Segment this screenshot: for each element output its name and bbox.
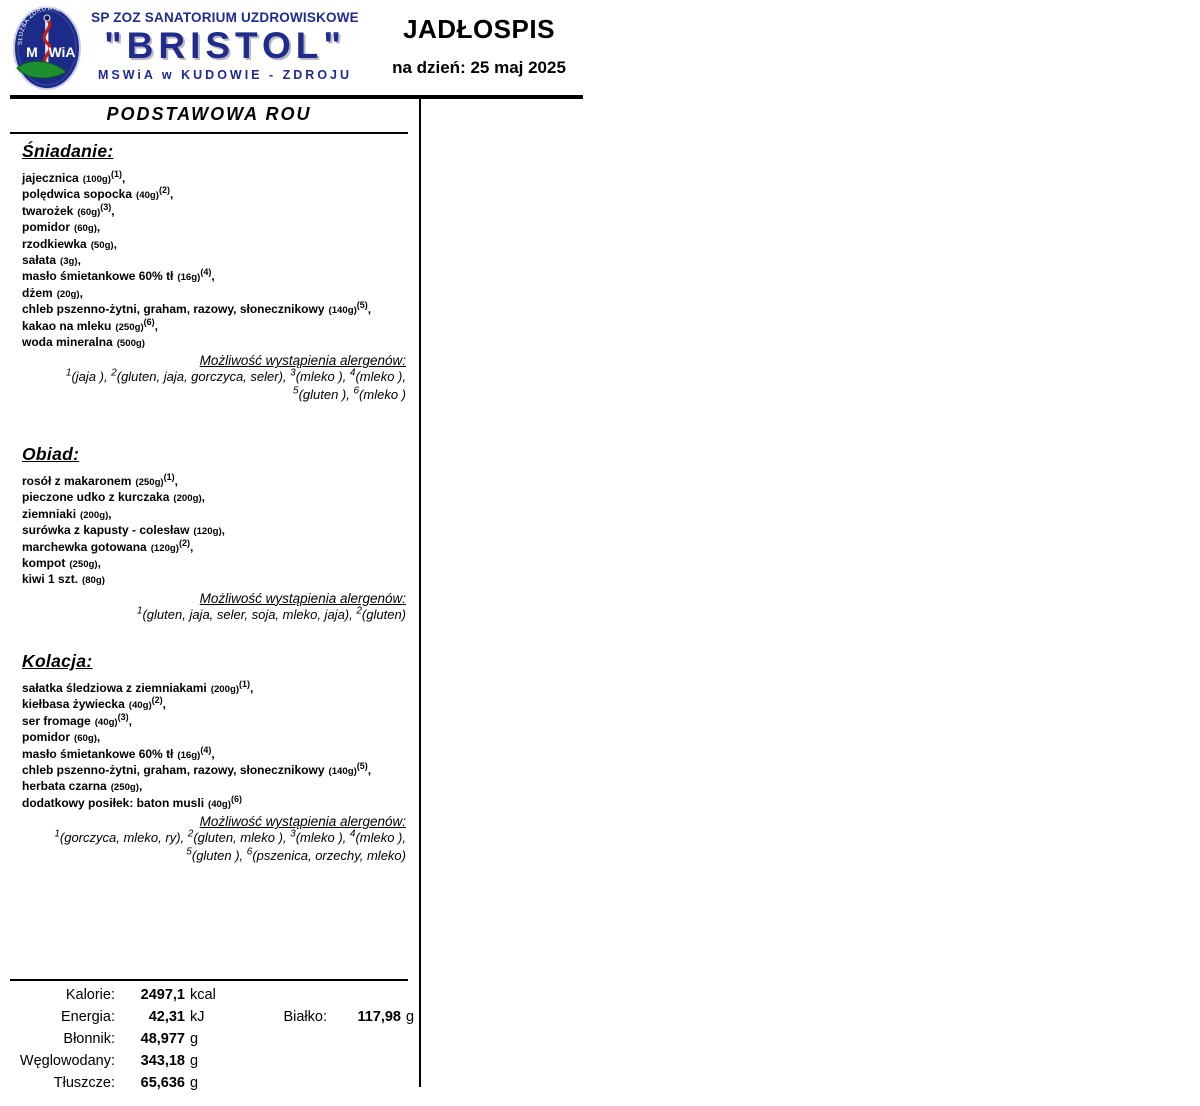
allergen-ref-number: 2	[356, 605, 362, 617]
menu-item-separator: ,	[96, 730, 101, 745]
menu-item-separator: ,	[189, 539, 194, 554]
menu-item-separator: ,	[221, 523, 226, 538]
menu-item-separator: ,	[79, 285, 83, 300]
menu-item-allergen-ref: (2)	[151, 695, 163, 706]
allergen-list-text: (mleko ),	[355, 830, 406, 846]
allergen-list-text: (gluten)	[361, 606, 406, 622]
menu-item-name: surówka z kapusty - colesław	[22, 523, 190, 538]
allergen-ref-number: 6	[353, 385, 360, 397]
menu-item	[22, 697, 406, 713]
menu-item-allergen-ref: (3)	[117, 711, 129, 722]
menu-item-separator: ,	[111, 203, 115, 218]
allergen-ref-number: 5	[186, 846, 192, 858]
allergen-ref-number: 1	[136, 605, 143, 617]
menu-item-allergen-ref: (5)	[356, 761, 368, 772]
allergen-list-text: (pszenica, orzechy, mleko)	[252, 847, 406, 863]
menu-item	[22, 793, 406, 812]
nutrition-value: 65,636	[140, 1075, 185, 1091]
menu-item-name: kompot	[22, 556, 66, 571]
menu-item-name: dżem	[22, 285, 53, 300]
menu-item-name: jajecznica	[22, 171, 79, 185]
allergen-text	[22, 606, 406, 624]
allergen-list-text: (mleko )	[359, 386, 406, 402]
allergen-list-text: (gorczyca, mleko, ry),	[59, 830, 188, 846]
menu-item-name: dodatkowy posiłek: baton musli	[22, 795, 205, 810]
nutrition-label: Białko:	[283, 1009, 327, 1025]
allergen-ref-number: 3	[290, 368, 296, 380]
document-date: na dzień: 25 maj 2025	[392, 58, 566, 77]
nutrition-label: Węglowodany:	[19, 1053, 115, 1069]
allergen-heading	[22, 814, 406, 829]
menu-item-name: chleb pszenno-żytni, graham, razowy, słonecznikowy	[22, 302, 325, 317]
menu-item-separator: ,	[162, 697, 167, 712]
allergen-ref-number: 5	[293, 385, 299, 397]
menu-item-amount: (60g)	[74, 223, 97, 235]
allergen-heading-text: Możliwość wystąpienia alergenów:	[199, 814, 406, 830]
menu-item	[22, 711, 406, 730]
menu-item-separator: ,	[201, 490, 205, 505]
nutrition-row	[10, 1050, 408, 1072]
allergen-ref-number: 4	[349, 368, 356, 380]
allergen-list-text: (mleko ),	[295, 830, 350, 846]
allergen-ref-number: 4	[349, 828, 356, 840]
menu-item-name: kiełbasa żywiecka	[22, 697, 125, 712]
menu-item-amount: (250g)	[135, 477, 164, 488]
item-list	[22, 681, 406, 812]
allergen-ref-number: 6	[246, 846, 253, 858]
nutrition-unit: g	[190, 1053, 199, 1069]
nutrition-summary	[10, 984, 415, 1094]
menu-item-allergen-ref: (4)	[200, 744, 212, 755]
org-header	[84, 10, 366, 82]
allergen-list-text: (mleko ),	[295, 369, 350, 385]
menu-item-amount: (60g)	[74, 733, 97, 745]
menu-item-name: marchewka gotowana	[22, 539, 147, 554]
menu-item-amount: (100g)	[82, 174, 111, 185]
menu-item	[22, 730, 406, 746]
menu-item-separator: ,	[128, 713, 132, 728]
allergen-list-text: (gluten ),	[191, 847, 247, 863]
nutrition-divider	[10, 979, 408, 981]
menu-item	[22, 253, 406, 269]
menu-item-allergen-ref: (3)	[100, 201, 112, 212]
menu-item-amount: (40g)	[94, 716, 118, 728]
nutrition-value: 117,98	[357, 1009, 401, 1025]
menu-item-amount: (50g)	[90, 239, 114, 251]
column-divider	[419, 97, 421, 1087]
allergen-list-text: (gluten, mleko ),	[193, 830, 291, 846]
mswia-logo-icon	[12, 5, 82, 91]
allergen-list-text: (jaja ),	[71, 369, 112, 385]
menu-item-name: twarożek	[22, 203, 74, 218]
menu-item-amount: (200g)	[173, 493, 202, 505]
menu-item-amount: (20g)	[56, 288, 80, 300]
protein-row	[230, 1006, 414, 1028]
menu-item	[22, 537, 406, 556]
menu-item-allergen-ref: (6)	[143, 316, 155, 327]
menu-item-separator: ,	[169, 187, 174, 202]
menu-item	[22, 335, 406, 351]
menu-item-amount: (16g)	[177, 272, 201, 284]
menu-item-separator: ,	[211, 746, 215, 761]
org-name-line2: MSWiA w KUDOWIE - ZDROJU	[97, 67, 353, 82]
menu-item-separator: ,	[113, 236, 117, 251]
menu-item	[22, 507, 406, 523]
menu-item	[22, 490, 406, 506]
menu-item-amount: (120g)	[150, 542, 179, 554]
menu-item	[22, 681, 406, 697]
menu-item-amount: (500g)	[116, 338, 145, 350]
menu-item-separator: ,	[77, 253, 81, 268]
allergen-heading-text: Możliwość wystąpienia alergenów:	[199, 353, 406, 369]
allergen-ref-number: 3	[290, 828, 296, 840]
menu-item-amount: (200g)	[210, 684, 240, 695]
menu-item	[22, 474, 406, 490]
menu-item-amount: (140g)	[328, 766, 357, 778]
menu-item-separator: ,	[121, 171, 126, 185]
menu-item-name: pomidor	[22, 730, 70, 745]
menu-item-name: ser fromage	[22, 713, 91, 728]
allergen-text	[22, 368, 406, 403]
menu-item-amount: (3g)	[60, 256, 78, 268]
menu-item	[22, 286, 406, 302]
menu-item-amount: (16g)	[177, 749, 201, 761]
nutrition-row	[10, 1028, 408, 1050]
menu-item-allergen-ref: (5)	[356, 300, 368, 311]
menu-item-separator: ,	[367, 302, 372, 317]
nutrition-value: 42,31	[148, 1009, 185, 1025]
logo-text-right: WiA	[48, 44, 76, 60]
menu-item-amount: (250g)	[69, 559, 98, 571]
menu-item	[22, 187, 406, 203]
menu-item-separator: ,	[174, 474, 178, 488]
allergen-ref-number: 2	[187, 828, 194, 840]
nutrition-row	[10, 984, 408, 1006]
menu-item-allergen-ref: (4)	[200, 267, 212, 278]
nutrition-unit: g	[190, 1075, 199, 1091]
nutrition-unit: g	[190, 1031, 199, 1047]
menu-item-allergen-ref: (2)	[158, 185, 170, 196]
nutrition-row	[10, 1072, 408, 1094]
diet-title-underline	[10, 132, 408, 134]
header-divider	[10, 95, 583, 99]
section-kolacja	[22, 651, 406, 864]
nutrition-unit: g	[406, 1009, 415, 1025]
menu-item	[22, 316, 406, 335]
menu-item	[22, 171, 406, 187]
allergen-list-text: (gluten, jaja, seler, soja, mleko, jaja),	[142, 606, 357, 622]
allergen-ref-number: 1	[54, 828, 60, 840]
allergen-text	[22, 829, 406, 864]
menu-item	[22, 302, 406, 318]
menu-item-name: pomidor	[22, 220, 70, 235]
menu-item-allergen-ref: (6)	[230, 793, 242, 804]
logo-text-left: M	[26, 44, 38, 60]
menu-item-name: ziemniaki	[22, 506, 77, 521]
menu-item-separator: ,	[97, 556, 101, 571]
allergen-ref-number: 1	[65, 368, 72, 380]
allergen-ref-number: 2	[111, 368, 117, 380]
document-title: JADŁOSPIS	[403, 14, 555, 44]
menu-item	[22, 744, 406, 763]
menu-item-name: rosół z makaronem	[22, 474, 132, 488]
menu-item-amount: (60g)	[77, 206, 101, 218]
menu-item-amount: (120g)	[193, 526, 222, 538]
section-sniadanie	[22, 141, 406, 403]
allergen-heading-text: Możliwość wystąpienia alergenów:	[199, 590, 406, 606]
menu-item	[22, 523, 406, 539]
allergen-list-text: (mleko ),	[355, 369, 406, 385]
menu-item-allergen-ref: (1)	[163, 472, 175, 482]
allergen-heading	[22, 591, 406, 606]
menu-item-amount: (250g)	[110, 782, 139, 794]
menu-item	[22, 556, 406, 572]
nutrition-rows	[10, 984, 408, 1094]
menu-item-separator: ,	[138, 779, 143, 794]
menu-item-amount: (250g)	[115, 321, 144, 333]
menu-item-name: pieczone udko z kurczaka	[22, 490, 170, 505]
menu-item-separator: ,	[108, 506, 112, 521]
section-obiad	[22, 444, 406, 623]
menu-item-name: sałata	[22, 253, 57, 268]
diet-title: PODSTAWOWA ROU	[106, 104, 312, 124]
item-list	[22, 474, 406, 589]
menu-item-amount: (140g)	[328, 305, 357, 317]
menu-item-name: polędwica sopocka	[22, 187, 133, 202]
org-name-line1: SP ZOZ SANATORIUM UZDROWISKOWE	[91, 10, 359, 25]
menu-item-amount: (200g)	[80, 509, 109, 521]
menu-item-name: masło śmietankowe 60% tł	[22, 746, 174, 761]
section-title: Śniadanie:	[22, 141, 114, 161]
logo-arc-text: SŁUŻBA ZDROWIA	[17, 5, 62, 46]
menu-item	[22, 201, 406, 220]
menu-item-amount: (40g)	[128, 700, 152, 712]
menu-item	[22, 572, 406, 588]
menu-item-separator: ,	[154, 318, 158, 333]
menu-item-amount: (80g)	[82, 575, 105, 587]
menu-item-separator: ,	[96, 220, 101, 235]
nutrition-label: Energia:	[60, 1009, 115, 1025]
nutrition-label: Tłuszcze:	[53, 1075, 115, 1091]
mswia-sanatorium-logo	[12, 5, 82, 91]
section-title: Kolacja:	[22, 651, 93, 671]
menu-item-name: chleb pszenno-żytni, graham, razowy, słonecznikowy	[22, 763, 325, 778]
menu-item-name: masło śmietankowe 60% tł	[22, 269, 174, 284]
menu-item-name: kakao na mleku	[22, 318, 112, 333]
nutrition-value: 48,977	[140, 1031, 185, 1047]
nutrition-unit: kcal	[190, 987, 216, 1003]
menu-item-allergen-ref: (1)	[239, 679, 251, 689]
menu-item-name: herbata czarna	[22, 779, 107, 794]
menu-item-name: sałatka śledziowa z ziemniakami	[22, 681, 207, 695]
org-brand-name: "BRISTOL"	[104, 25, 346, 66]
nutrition-value: 2497,1	[140, 987, 185, 1003]
nutrition-label: Błonnik:	[63, 1031, 115, 1047]
menu-item	[22, 220, 406, 236]
nutrition-label: Kalorie:	[65, 987, 115, 1003]
item-list	[22, 171, 406, 351]
menu-item-allergen-ref: (2)	[178, 537, 190, 548]
menu-item-separator: ,	[367, 763, 372, 778]
nutrition-value: 343,18	[140, 1053, 185, 1069]
menu-item	[22, 269, 406, 285]
menu-item	[22, 763, 406, 779]
menu-item-allergen-ref: (1)	[110, 169, 122, 179]
allergen-heading	[22, 353, 406, 368]
menu-item-name: woda mineralna	[22, 335, 113, 350]
allergen-list-text: (gluten, jaja, gorczyca, seler),	[116, 369, 291, 385]
menu-item-amount: (40g)	[208, 798, 231, 810]
menu-item-name: rzodkiewka	[22, 236, 87, 251]
menu-item-amount: (40g)	[136, 190, 159, 202]
allergen-list-text: (gluten ),	[298, 386, 354, 402]
menu-item-separator: ,	[211, 269, 215, 284]
document-title-block	[383, 14, 575, 78]
nutrition-unit: kJ	[190, 1009, 205, 1025]
menu-item	[22, 237, 406, 253]
section-title: Obiad:	[22, 444, 80, 464]
menu-item-name: kiwi 1 szt.	[22, 572, 79, 587]
menu-item	[22, 779, 406, 795]
menu-item-separator: ,	[250, 681, 254, 695]
